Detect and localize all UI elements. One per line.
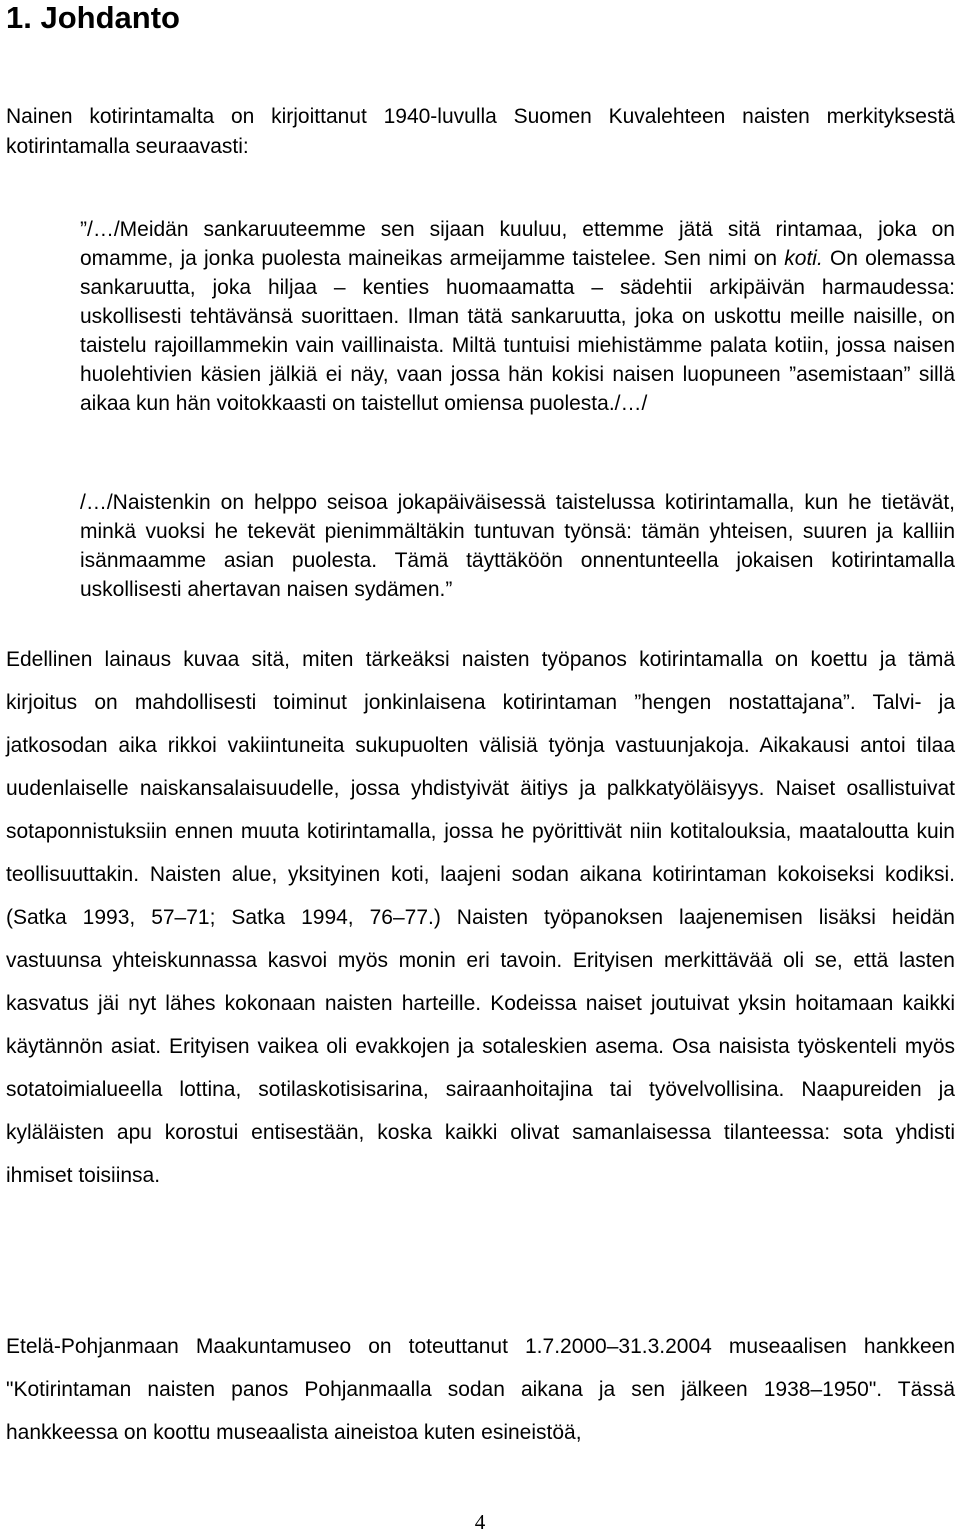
quote-1-text-after: On olemassa sankaruutta, joka hiljaa – kenties huomaamatta – sädehtii arkipäivän harmaudessa: uskollisesti tehtävänsä suorittaen. Ilman tätä sankaruutta, joka on uskottu meille naisille, on taistelu rajoillammekin vain vaillinaista. Miltä tuntuisi miehistämme palata kotiin, jossa naisen huolehtivien käsien jälkiä ei näy, vaan jossa hän kokisi naisen luopuneen ”asemistaan” sillä aikaa kun hän voitokkaasti on taistellut omiensa puolesta./…/ <box>80 247 955 415</box>
quote-1-emphasis: koti. <box>784 247 823 270</box>
quote-1-text-before: ”/…/Meidän sankaruuteemme sen sijaan kuuluu, ettemme jätä sitä rintamaa, joka on omamme, ja jonka puolesta maineikas armeijamme taistelee. Sen nimi on <box>80 218 955 270</box>
page-number: 4 <box>474 1510 486 1534</box>
section-heading: 1. Johdanto <box>6 0 180 35</box>
block-quote-1 <box>80 215 955 418</box>
block-quote-2: /…/Naistenkin on helppo seisoa jokapäiväisessä taistelussa kotirintamalla, kun he tietävät, minkä vuoksi he tekevät pienimmältäkin tuntuvan työnsä: tämän yhteisen, suuren ja kalliin isänmaamme asian puolesta. Tämä täyttäköön onnentunteella jokaisen kotirintamalla uskollisesti ahertavan naisen sydämen.” <box>80 491 955 601</box>
body-paragraph-1: Edellinen lainaus kuvaa sitä, miten tärkeäksi naisten työpanos kotirintamalla on koettu ja tämä kirjoitus on mahdollisesti toiminut jonkinlaisena kotirintaman ”hengen nostattajana”. Talvi- ja jatkosodan aika rikkoi vakiintuneita sukupuolten välisiä työnja vastuunjakoja. Aikakausi antoi tilaa uudenlaiselle naiskansalaisuudelle, jossa yhdistyivät äitiys ja palkkatyöläisyys. Naiset osallistuivat sotaponnistuksiin ennen muuta kotirintamalla, jossa he pyörittivät niin kotitalouksia, maataloutta kuin teollisuuttakin. Naisten alue, yksityinen koti, laajeni sodan aikana kotirintaman kokoiseksi kodiksi. (Satka 1993, 57–71; Satka 1994, 76–77.) Naisten työpanoksen laajenemisen lisäksi heidän vastuunsa yhteiskunnassa kasvoi myös monin eri tavoin. Erityisen merkittävää oli se, että lasten kasvatus jäi nyt lähes kokonaan naisten harteille. Kodeissa naiset joutuivat yksin hoitamaan kaikki käytännön asiat. Erityisen vaikea oli evakkojen ja sotaleskien asema. Osa naisista työskenteli myös sotatoimialueella lottina, sotilaskotisisarina, sairaanhoitajina tai työvelvollisina. Naapureiden ja kyläläisten apu korostui entisestään, koska kaikki olivat samanlaisessa tilanteessa: sota yhdisti ihmiset toisiinsa. <box>6 648 955 1187</box>
intro-paragraph: Nainen kotirintamalta on kirjoittanut 1940-luvulla Suomen Kuvalehteen naisten merkityksestä kotirintamalla seuraavasti: <box>6 105 955 158</box>
body-paragraph-2: Etelä-Pohjanmaan Maakuntamuseo on toteuttanut 1.7.2000–31.3.2004 museaalisen hankkeen "Kotirintaman naisten panos Pohjanmaalla sodan aikana ja sen jälkeen 1938–1950". Tässä hankkeessa on koottu museaalista aineistoa kuten esineistöä, <box>6 1335 955 1444</box>
